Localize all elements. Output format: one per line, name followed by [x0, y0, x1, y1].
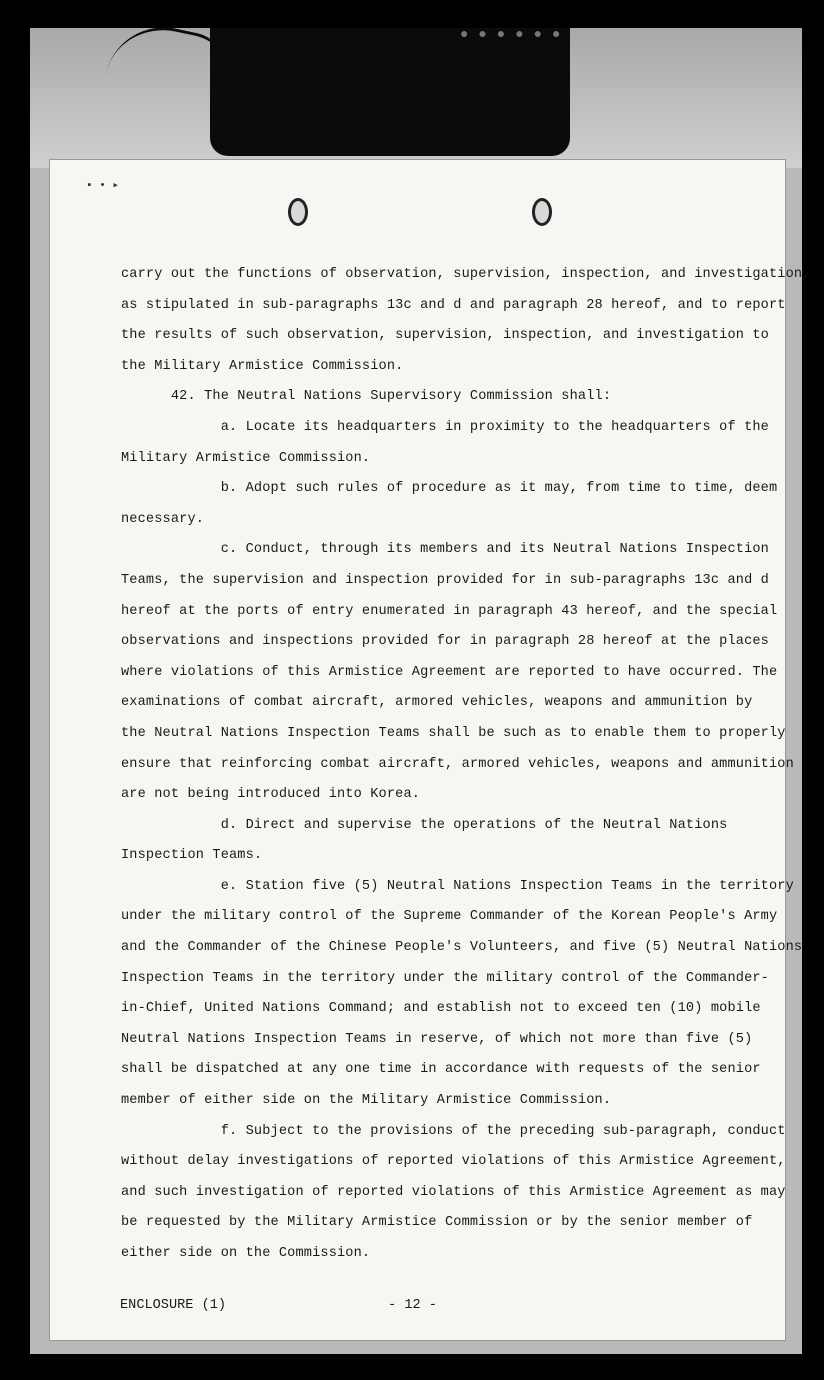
- text-line: examinations of combat aircraft, armored vehicles, weapons and ammunition by: [121, 695, 753, 711]
- page-number: - 12 -: [388, 1298, 437, 1313]
- binder-clip: [210, 28, 570, 156]
- text-line: hereof at the ports of entry enumerated in paragraph 43 hereof, and the special: [121, 603, 778, 619]
- text-line: observations and inspections provided for in paragraph 28 hereof at the places: [121, 634, 769, 650]
- text-line: are not being introduced into Korea.: [121, 787, 421, 803]
- text-line: be requested by the Military Armistice Commission or by the senior member of: [121, 1215, 753, 1231]
- text-line: 42. The Neutral Nations Supervisory Commission shall:: [121, 389, 612, 405]
- text-line: b. Adopt such rules of procedure as it may, from time to time, deem: [121, 481, 778, 497]
- punch-hole-left: [288, 198, 308, 226]
- text-line: and such investigation of reported violations of this Armistice Agreement as may: [121, 1184, 786, 1200]
- text-line: Teams, the supervision and inspection provided for in sub-paragraphs 13c and d: [121, 572, 769, 588]
- text-line: where violations of this Armistice Agreement are reported to have occurred. The: [121, 664, 778, 680]
- text-line: c. Conduct, through its members and its Neutral Nations Inspection: [121, 542, 769, 558]
- text-line: the Military Armistice Commission.: [121, 358, 404, 374]
- text-line: ensure that reinforcing combat aircraft, armored vehicles, weapons and ammunition: [121, 756, 794, 772]
- text-line: without delay investigations of reported violations of this Armistice Agreement,: [121, 1154, 786, 1170]
- text-line: as stipulated in sub-paragraphs 13c and d and paragraph 28 hereof, and to report: [121, 297, 786, 313]
- text-line: and the Commander of the Chinese People's Volunteers, and five (5) Neutral Nations: [121, 940, 803, 956]
- text-line: under the military control of the Supreme Commander of the Korean People's Army: [121, 909, 778, 925]
- text-line: either side on the Commission.: [121, 1246, 371, 1261]
- enclosure-label: ENCLOSURE (1): [120, 1298, 227, 1313]
- text-line: the Neutral Nations Inspection Teams shall be such as to enable them to properly: [121, 725, 786, 741]
- text-line: the results of such observation, supervision, inspection, and investigation to: [121, 328, 769, 344]
- text-line: Inspection Teams.: [121, 848, 263, 864]
- text-line: in-Chief, United Nations Command; and establish not to exceed ten (10) mobile: [121, 1001, 761, 1017]
- text-line: Inspection Teams in the territory under the military control of the Commander-: [121, 970, 769, 986]
- document-body: [121, 260, 811, 1270]
- text-line: necessary.: [121, 511, 205, 527]
- text-line: Neutral Nations Inspection Teams in reserve, of which not more than five (5): [121, 1031, 753, 1047]
- clip-teeth: ●●●●●●: [460, 27, 571, 43]
- text-line: Military Armistice Commission.: [121, 450, 371, 466]
- document-page: [50, 160, 811, 1340]
- corner-marks: ▪ • ▸: [86, 180, 120, 192]
- text-line: a. Locate its headquarters in proximity to the headquarters of the: [121, 419, 769, 435]
- text-line: member of either side on the Military Armistice Commission.: [121, 1093, 612, 1109]
- text-line: d. Direct and supervise the operations of the Neutral Nations: [121, 817, 728, 833]
- text-line: e. Station five (5) Neutral Nations Inspection Teams in the territory: [121, 878, 794, 894]
- text-line: carry out the functions of observation, supervision, inspection, and investigation,: [121, 267, 811, 282]
- text-line: f. Subject to the provisions of the preceding sub-paragraph, conduct: [121, 1123, 786, 1139]
- text-line: shall be dispatched at any one time in accordance with requests of the senior: [121, 1062, 761, 1078]
- punch-hole-right: [532, 198, 552, 226]
